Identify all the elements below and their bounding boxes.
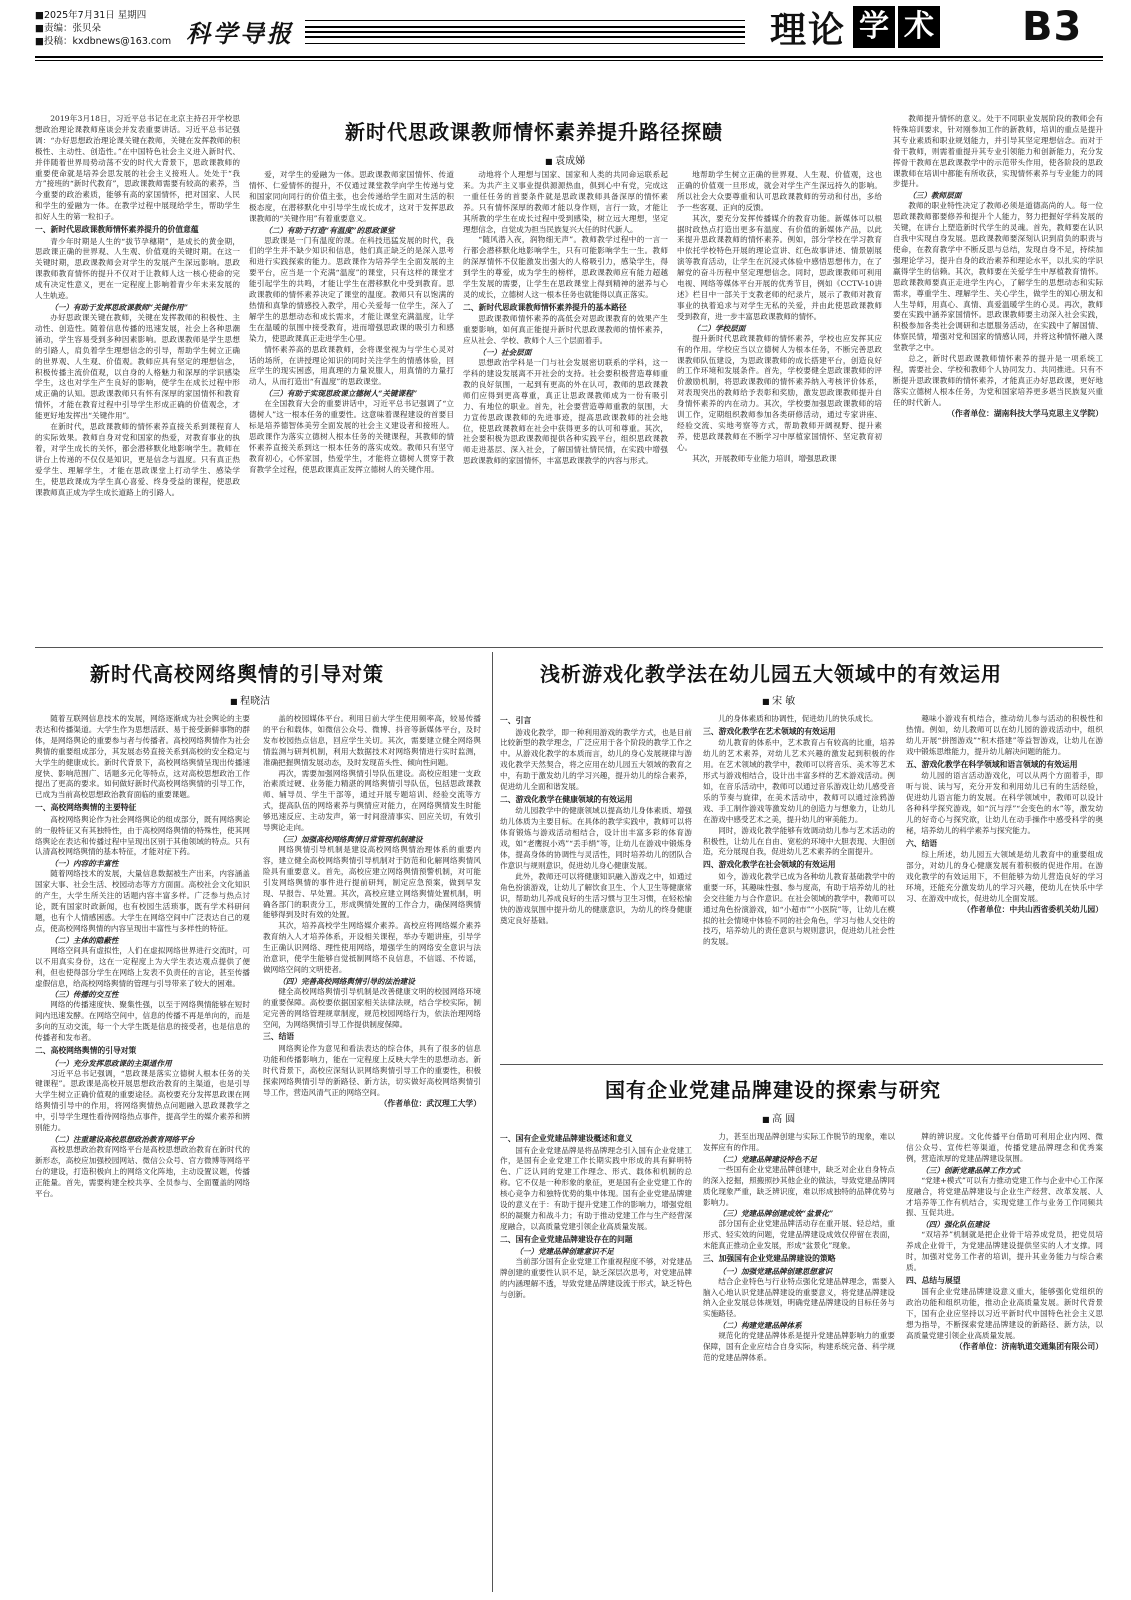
section-heading: 二、高校网络舆情的引导对策: [35, 1046, 137, 1056]
paragraph: 高校思想政治教育网络平台是高校思想政治教育在新时代的新形态，高校应加强校园网站、微信公众号、官方微博等网络平台的建设，打造积极向上的网络文化阵地，主动设置议题，传播正能量。首先，需要构建全校共享、全员参与、全面覆盖的网络平台。: [35, 1145, 250, 1198]
paragraph: “党建+模式”可以有力推动党建工作与企业中心工作深度融合，将党建品牌建设与企业生产经营、改革发展、人才培养等工作有机结合，实现党建工作与业务工作同频共振、互促共进。: [906, 1175, 1103, 1218]
header-meta: [35, 9, 171, 48]
subsection-heading: （二）党建品牌建设特色不足: [718, 1154, 817, 1164]
article-column: [677, 170, 882, 642]
subsection-heading: （一）充分发挥思政课的主渠道作用: [50, 1058, 172, 1068]
editor-line: ■责编：张贝朵: [35, 23, 101, 34]
divider: [500, 1064, 1103, 1065]
paragraph: 青少年时期是人生的“拔节孕穗期”，是成长的黄金期，思政课正确的世界观、人生观、价值观的关键时期。在这一关键时期，思政课教师会对学生的发展产生深远影响。思政课教师教育情怀的提升不仅对于让教师人这一核心使命的完成有决定性意义，更在一定程度上影响着青少年未来发展的人生轨迹。: [35, 236, 240, 301]
paragraph: 思政课教师情怀素养的高低会对思政课教育的效果产生重要影响，如何真正能提升新时代思政课教师的情怀素养，应从社会、学校、教师个人三个层面着手。: [463, 314, 668, 346]
paragraph: 国有企业党建品牌建设意义重大，能够强化党组织的政治功能和组织功能，推动企业高质量发展。新时代背景下，国有企业应坚持以习近平新时代中国特色社会主义思想为指导，不断探索党建品牌建设的新路径、新方法，以高质量党建引领企业高质量发展。: [906, 1287, 1103, 1341]
paragraph: 趣味小游戏有机结合，推动幼儿参与活动的积极性和热情。例如，幼儿教师可以在幼儿园的游戏活动中，组织幼儿开展“拼图游戏”“积木搭建”等益智游戏，让幼儿在游戏中锻炼思维能力，提升幼儿解决问题的能力。: [906, 714, 1103, 756]
page-header: [0, 0, 1131, 74]
paragraph: 地帮助学生树立正确的世界观、人生观、价值观，这也正确的价值观一旦形成，就会对学生产生深远持久的影响。所以社会大众要尊重和认可思政课教师的劳动和付出，多给予一些客观、正向的反馈。: [677, 170, 882, 212]
article-author: ■ 宋 敏: [762, 692, 795, 707]
section-heading: 三、加强国有企业党建品牌建设的策略: [703, 1254, 836, 1264]
author-unit: （作者单位：济南轨道交通集团有限公司）: [954, 1342, 1103, 1351]
article-game-teaching: [500, 652, 1103, 1062]
paragraph: 幼儿园教学中的健康领域以提高幼儿身体素质、增强幼儿体质为主要目标。在具体的教学实践中，教师可以将体育锻炼与游戏活动相结合，设计出丰富多彩的体育游戏，如“老鹰捉小鸡”“丢手绢”等，让幼儿在游戏中锻炼身体，提高身体的协调性与灵活性，同时培养幼儿的团队合作意识与规则意识，促进幼儿身心健康发展。: [500, 806, 692, 870]
section-name: [770, 4, 940, 50]
paragraph: 随着网络技术的发展，大量信息数据被生产出来，内容涵盖国家大事、社会生活、校园动态等方方面面。高校社会文化知识的产生，大学生所关注的话题内容丰富多样。广泛参与热点讨论，既有国家时政新闻，也有校园生活琐事，既有学术科研问题，也有个人情感困惑。大学生在网络空间中广泛表达自己的观点，使高校网络舆情的内容呈现出丰富性与多样性的特征。: [35, 869, 250, 933]
article-column: [35, 714, 250, 1592]
author-unit: （作者单位：湖南科技大学马克思主义学院）: [947, 408, 1103, 418]
paragraph: 国有企业党建品牌是将品牌理念引入国有企业党建工作，是国有企业党建工作长期实践中形成的具有鲜明特色、广泛认同的党建工作理念、形式、载体和机制的总称。它不仅是一种形象的象征，更是国有企业党建工作的核心竞争力和独特优势的集中体现。国有企业党建品牌建设的意义在于：有助于提升党建工作的影响力，增强党组织的凝聚力和战斗力；有助于推动党建工作与生产经营深度融合，以高质量党建引领企业高质量发展。: [500, 1145, 692, 1231]
subsection-heading: （二）有助于打造“有温度”的思政课堂: [264, 225, 395, 235]
article-author: ■ 高 圆: [762, 1110, 795, 1125]
header-rule-thin: [35, 60, 1103, 61]
subsection-heading: （三）创新党建品牌工作方式: [921, 1165, 1020, 1175]
paragraph: 力，甚至出现品牌创建与实际工作脱节的现象，难以发挥应有的作用。: [703, 1132, 895, 1152]
paragraph: 办好思政课关键在教师，关键在发挥教师的积极性、主动性、创造性。随着信息传播的迅速发展，社会上各种思潮涌动，学生容易受到多种因素影响。思政课教师是学生思想的引路人，肩负着学生理想信念的引导，帮助学生树立正确的世界观、人生观、价值观。教师应具有坚定的理想信念，积极传播主流价值观，以自身的人格魅力和深厚的学识感染学生，这也对学生产生良好的影响，使学生在成长过程中形成正确的认知。思政课教师只有怀有深厚的家国情怀和教育情怀，才能在教育过程中引导学生形成正确的价值观念，才能更好地发挥出“关键作用”。: [35, 313, 240, 421]
section-heading: 四、游戏化教学在社会领域的有效运用: [703, 860, 836, 870]
paragraph: 习近平总书记强调，“思政课是落实立德树人根本任务的关键课程”。思政课是高校开展思想政治教育的主渠道，也是引导大学生树立正确价值观的重要途径。高校要充分发挥思政课在网络舆情引导中的作用，将网络舆情热点问题融入思政课教学之中，引导学生理性看待网络热点事件，提高学生的媒介素养和辨别能力。: [35, 1068, 250, 1133]
subsection-heading: （一）党建品牌创建意识不足: [515, 1247, 614, 1257]
paragraph: 游戏化教学，即一种利用游戏的教学方式，也是目前比较新型的教学理念，广泛应用于各个阶段的教学工作之中。从游戏化教学的本质而言，幼儿的身心发展规律与游戏化教学天然契合，将之应用在幼儿园五大领域的教育之中，有助于激发幼儿的学习兴趣，提升幼儿的综合素养，促进幼儿全面和谐发展。: [500, 727, 692, 792]
subsection-heading: （一）有助于发挥思政课教师“关键作用”: [50, 303, 189, 312]
author-unit: （作者单位：武汉理工大学）: [379, 1098, 481, 1108]
subsection-heading: （三）教师层面: [908, 191, 962, 201]
section-heading: 二、新时代思政课教师情怀素养提升的基本路径: [463, 302, 627, 312]
paragraph: 结合企业特色与行业特点强化党建品牌理念，需要入脑入心地认识党建品牌建设的重要意义，将党建品牌建设纳入企业发展总体规划，明确党建品牌建设的目标任务与实施路径。: [703, 1276, 895, 1319]
section-heading: 一、引言: [500, 716, 532, 725]
subsection-heading: （三）传播的交互性: [50, 990, 119, 1000]
article-title: 浅析游戏化教学法在幼儿园五大领域中的有效运用: [540, 662, 1002, 686]
paragraph: 此外，教师还可以将健康知识融入游戏之中，如通过角色扮演游戏，让幼儿了解饮食卫生、个人卫生等健康常识，帮助幼儿养成良好的生活习惯与卫生习惯，在轻松愉快的游戏氛围中提升幼儿的健康意识，为幼儿的终身健康奠定良好基础。: [500, 871, 692, 925]
article-column: [703, 1132, 895, 1590]
article-column: [249, 170, 454, 642]
paragraph: 教师的职业特性决定了教师必须是道德高尚的人。每一位思政课教师都要修养和提升个人能力，努力把握好学科发展的关键，在讲台上塑造新时代学生的灵魂。首先，教师要在认识自我中实现自身发展。思政课教师要深刻认识到肩负的职责与使命，在教育教学中不断反思与总结，发现自身不足，持续加强理论学习，提升自身的政治素养和理论水平，以扎实的学识赢得学生的信赖。其次，教师要在关爱学生中厚植教育情怀。思政课教师要真正走进学生内心，了解学生的思想动态和实际需求，尊重学生、理解学生、关心学生，做学生的知心朋友和人生导师，用真心、真情、真爱温暖学生的心灵。再次，教师要在实践中涵养家国情怀。思政课教师要主动深入社会实践，积极参加各类社会调研和志愿服务活动，在实践中了解国情、体察民情，增强对党和国家的情感认同，并将这种情怀融入课堂教学之中。: [893, 201, 1103, 353]
paragraph: 其次，开展教师专业能力培训，增强思政课: [692, 453, 837, 463]
article-author: ■ 程晓洁: [230, 692, 270, 707]
submission-email: ■投稿：kxdbnews@163.com: [35, 36, 172, 47]
header-decor-band: [305, 20, 745, 44]
paragraph: 综上所述，幼儿园五大领域是幼儿教育中的重要组成部分，对幼儿的身心健康发展有着积极的促进作用。在游戏化教学的有效运用下，不但能够为幼儿营造良好的学习环境，还能充分激发幼儿的学习兴趣，使幼儿在快乐中学习、在游戏中成长，促进幼儿全面发展。: [906, 850, 1103, 903]
paragraph: 网络舆情引导机制是建设高校网络舆情治理体系的重要内容，建立健全高校网络舆情引导机制对于防范和化解网络舆情风险具有重要意义。首先，高校应建立网络舆情预警机制，对可能引发网络舆情的事件进行提前研判，制定应急预案，做到早发现、早报告、早处置。其次，高校应建立网络舆情处置机制，明确各部门的职责分工，形成舆情处置的工作合力，确保网络舆情能够得到及时有效的处置。: [263, 844, 481, 920]
page-number: B3: [1022, 4, 1083, 50]
article-column: [893, 114, 1103, 642]
issue-date: ■2025年7月31日 星期四: [35, 10, 147, 21]
section-heading: 三、结语: [263, 1032, 295, 1042]
paragraph: 幼儿园的语言活动游戏化，可以从两个方面着手，即听与说、读与写，充分开发和利用幼儿已有的生活经验，促进幼儿语言能力的发展。在科学领域中，教师可以设计各种科学探究游戏，如“沉与浮”“会变色的水”等，激发幼儿的好奇心与探究欲，让幼儿在动手操作中感受科学的奥秘，培养幼儿的科学素养与探究能力。: [906, 771, 1103, 835]
paragraph: 动地将个人理想与国家、国家和人类的共同命运联系起来。为共产主义事业提供源源热血，俱到心中有党，完成这一重任任务的首要条件就是思政课教师具备深厚的情怀素养。只有情怀深厚的教师才能以身作则，言行一致，才能让其所教的学生在成长过程中受到感染，树立远大理想，坚定理想信念，自觉成为担当民族复兴大任的时代新人。: [463, 170, 668, 234]
paragraph: 情怀素养高的思政课教师，会将课堂视为与学生心灵对话的场所，在讲授理论知识的同时关注学生的情感体验，回应学生的现实困惑，用真理的力量说服人，用真情的力量打动人，从而打造出“有温度”的思政课堂。: [249, 344, 454, 387]
article-campus-opinion: [35, 652, 485, 1592]
article-title: 新时代思政课教师情怀素养提升路径探赜: [345, 120, 723, 144]
paragraph: 教师提升情怀的意义。处于不同职业发展阶段的教师会有特殊培训要求，针对刚参加工作的新教师，培训的重点是提升其专业素质和职业规划能力，并引导其坚定理想信念。而对于骨干教师，则需着重提升其专业引领能力和创新能力，充分发挥骨干教师在思政课教学中的示范带头作用，使各阶段的思政课教师在培训中都能有所收获，实现情怀素养与专业能力的同步提升。: [893, 114, 1103, 189]
paragraph: 当前部分国有企业党建工作重视程度不够，对党建品牌创建的重要性认识不足，缺乏深层次思考，对党建品牌的内涵理解不透，导致党建品牌建设流于形式，缺乏特色与创新。: [500, 1257, 692, 1299]
article-column: [906, 714, 1103, 1059]
paragraph: 网络空间具有虚拟性，人们在虚拟网络世界进行交流时，可以不用真实身份，这在一定程度上为大学生表达观点提供了便利，但也使得部分学生在网络上发表不负责任的言论，甚至传播虚假信息，给高校网络舆情的管理与引导带来了较大的困难。: [35, 945, 250, 988]
paragraph: 爱，对学生的爱融为一体。思政课教师家国情怀、传道情怀、仁爱情怀的提升，不仅通过课堂教学向学生传递与党和国家同向同行的价值主张，也会传递给学生面对生活的积极态度，在潜移默化中引导学生成长成才，这对于发挥思政课教师的“关键作用”有着重要意义。: [249, 170, 454, 223]
paragraph: 儿的身体素质和协调性，促进幼儿的快乐成长。: [718, 714, 878, 723]
subsection-heading: （三）有助于实现思政课立德树人“关键课程”: [264, 389, 418, 399]
section-name-part2: 学: [853, 6, 895, 48]
subsection-heading: （二）学校层面: [692, 323, 746, 333]
paragraph: 2019年3月18日，习近平总书记在北京主持召开学校思想政治理论课教师座谈会并发表重要讲话。习近平总书记强调：“办好思想政治理论课关键在教师，关键在发挥教师的积极性、主动性、创造性。”在中国特色社会主义进入新时代、并伴随着世界局势动荡不安的时代大背景下，思政课教师的重要使命就是培养会思发展的社会主义接班人。处处于“我方”接班的“新时代教育”，思政课教师需要有较高的素养，当今重要的政治素质，能够有高的家国情怀，把对国家、人民和学生的爱融为一体。在教学过程中展现给学生，帮助学生扣好人生的第一粒扣子。: [35, 114, 240, 222]
section-heading: 三、游戏化教学在艺术领域的有效运用: [703, 726, 836, 736]
section-name-part1: 理论: [770, 9, 847, 51]
article-column: [463, 170, 668, 642]
article-column: [500, 714, 692, 1059]
subsection-heading: （三）加强高校网络舆情日常管理机制建设: [278, 834, 423, 844]
article-column: [703, 714, 895, 1059]
paragraph: 思政课是一门有温度的课。在科技迅猛发展的时代，我们的学生并不缺少知识和信息，他们真正缺乏的是深入思考和进行实践探索的能力。思政课作为培养学生全面发展的主要平台，应当是一个充满“温度”的课堂，只有这样的课堂才能引起学生的共鸣，才能让学生在潜移默化中受到教育。思政课教师的情怀素养决定了课堂的温度。教师只有以饱满的热情和真挚的情感投入教学，用心关爱每一位学生，深入了解学生的思想动态和成长需求，才能让课堂充满温度，让学生在温暖的氛围中接受教育，进而增强思政课的吸引力和感染力，使思政课真正走进学生心里。: [249, 235, 454, 343]
paragraph: 再次，需要加强网络舆情引导队伍建设。高校应组建一支政治素质过硬、业务能力精湛的网络舆情引导队伍，包括思政课教师、辅导员、学生干部等，通过开展专题培训、经验交流等方式，提高队伍的网络素养与舆情应对能力，在网络舆情发生时能够迅速反应、主动发声，第一时间澄清事实、回应关切，有效引导舆论走向。: [263, 768, 481, 833]
article-author: ■ 袁成娣: [545, 152, 585, 167]
paragraph: 高校网络舆论作为社会网络舆论的组成部分，既有网络舆论的一般特征又有其独特性，由于高校网络舆情的特殊性，使其网络舆论在表达和传播过程中呈现出区别于其他领域的特点。只有认清高校网络舆情的基本特征，才能对症下药。: [35, 814, 250, 857]
paragraph: 一些国有企业党建品牌创建中，缺乏对企业自身特点的深入挖掘，照搬照抄其他企业的做法，导致党建品牌同质化现象严重，缺乏辨识度，难以形成独特的品牌优势与影响力。: [703, 1164, 895, 1207]
article-column: [263, 714, 481, 1592]
article-column: [35, 114, 240, 642]
paragraph: 部分国有企业党建品牌活动存在重开展、轻总结，重形式、轻实效的问题，党建品牌建设成效仅停留在表面，未能真正推动企业发展，形成“盆景化”现象。: [703, 1219, 895, 1251]
article-party-brand: [500, 1068, 1103, 1592]
paragraph: 其次，要充分发挥传播媒介的教育功能。新媒体可以根据时政热点打造出更多有温度、有价值的新媒体产品，以此来提升思政课教师的情怀素养。例如，部分学校在学习教育中依托学校特色开展的理论宣讲、红色故事讲述、情景剧展演等教育活动，让学生在沉浸式体验中感悟思想伟力，在了解党的奋斗历程中坚定理想信念。同时，思政课教师可利用电视、网络等媒体平台开展的优秀节目，例如《CCTV-10讲述》栏目中一部关于支教老师的纪录片，展示了教师对教育事业的执着追求与对学生无私的关爱，并由此使思政课教师受到教育，进一步丰富思政课教师的情怀。: [677, 213, 882, 321]
author-unit: （作者单位：中共山西省委机关幼儿园）: [962, 904, 1103, 914]
paragraph: “随风潜入夜，润物细无声”。教师教学过程中的一言一行都会潜移默化地影响学生，只有可能影响学生一生。教师的深厚情怀不仅能激发出强大的人格吸引力，感染学生，得到学生的尊爱，成为学生的榜样，思政课教师应有能力超越学生发展的需要，让学生在思政课堂上得到精神的滋养与心灵的成长，立德树人这一根本任务也就能得以真正落实。: [463, 235, 668, 299]
paragraph: “双培养”机制就是把企业骨干培养成党员，把党员培养成企业骨干，为党建品牌建设提供坚实的人才支撑。同时，加强对党务工作者的培训，提升其业务能力与综合素质。: [906, 1230, 1103, 1273]
subsection-heading: （一）社会层面: [478, 348, 532, 358]
section-heading: 六、结语: [906, 838, 938, 848]
paragraph: 如今，游戏化教学已成为各种幼儿教育基础教学中的重要一环，其趣味性强、参与度高，有助于培养幼儿的社会交往能力与合作意识。在社会领域的教学中，教师可以通过角色扮演游戏，如“小超市”“小医院”等，让幼儿在模拟的社会情境中体验不同的社会角色，学习与他人交往的技巧，培养幼儿的责任意识与规则意识，促进幼儿社会性的发展。: [703, 871, 895, 947]
section-name-part3: 术: [898, 6, 940, 48]
article-title: 国有企业党建品牌建设的探索与研究: [605, 1078, 941, 1102]
paragraph: 在新时代，思政课教师的情怀素养直接关系到课程育人的实际效果。教师自身对党和国家的热爱，对教育事业的执着，对学生成长的关怀，都会潜移默化地影响学生。教师在讲台上传递的不仅仅是知识，更是信念与温度。只有真正热爱学生、理解学生，才能在思政课堂上打动学生、感染学生，使思政课成为学生真心喜爱、终身受益的课程，使思政课教师真正成为学生成长道路上的引路人。: [35, 422, 240, 497]
subsection-heading: （四）强化队伍建设: [921, 1220, 990, 1230]
paragraph: 思想政治学科是一门与社会发展密切联系的学科，这一学科的建设发展离不开社会的支持。社会要积极营造尊师重教的良好氛围，一起到有更高的外在认可，教师的思政课教师们应得到更高尊重，真正让思政课教师成为一份有吸引力、有地位的职业。首先，社会要营造尊师重教的氛围，大力宣传思政课教师的先进事迹，提高思政课教师的社会地位，使思政课教师在社会中获得更多的认可和尊重。其次，社会要积极为思政课教师提供各种实践平台，组织思政课教师走进基层、深入社会，了解国情社情民情，在实践中增强思政课教师的家国情怀，丰富思政课教学的内容与形式。: [463, 358, 668, 466]
subsection-heading: （二）构建党建品牌体系: [718, 1321, 802, 1331]
paragraph: 其次，培养高校学生网络媒介素养。高校应将网络媒介素养教育纳入人才培养体系，开设相关课程，举办专题讲座，引导学生正确认识网络、理性使用网络，增强学生的网络安全意识与法治意识，使学生能够自觉抵制网络不良信息，不信谣、不传谣，做网络空间的文明使者。: [263, 921, 481, 974]
paragraph: 随着互联网信息技术的发展，网络逐渐成为社会舆论的主要表达和传播渠道。大学生作为思想活跃、易于接受新鲜事物的群体，是网络舆论的重要参与者与传播者。高校网络舆情作为社会舆情的重要组成部分，其发展态势直接关系到高校的安全稳定与大学生的健康成长。新时代背景下，高校网络舆情呈现出传播速度快、影响范围广、话题多元化等特点，这对高校思想政治工作提出了更高的要求。如何做好新时代高校网络舆情的引导工作，已成为当前高校思想政治教育面临的重要课题。: [35, 714, 250, 800]
section-heading: 一、新时代思政课教师情怀素养提升的价值意蕴: [35, 225, 199, 235]
paragraph: 在全国教育大会的重要讲话中，习近平总书记强调了“立德树人”这一根本任务的重要性。这意味着课程建设的首要目标是培养德智体美劳全面发展的社会主义建设者和接班人。思政课作为落实立德树人根本任务的关键课程，其教师的情怀素养直接关系到这一根本任务的落实成效。教师只有坚守教育初心，心怀家国，热爱学生，才能将立德树人贯穿于教育教学全过程，使思政课真正发挥立德树人的关键作用。: [249, 399, 454, 474]
article-column: [906, 1132, 1103, 1590]
paragraph: 同时，游戏化教学能够有效调动幼儿参与艺术活动的积极性，让幼儿在自由、宽松的环境中大胆表现、大胆创造，充分展现自我，促进幼儿艺术素养的全面提升。: [703, 825, 895, 857]
subsection-heading: （三）党建品牌创建成效“盆景化”: [718, 1209, 834, 1219]
article-teacher-sentiment: [35, 74, 1103, 644]
article-title: 新时代高校网络舆情的引导对策: [90, 662, 384, 686]
divider: [492, 652, 493, 1592]
article-column: [500, 1132, 692, 1590]
paragraph: 盖的校园媒体平台。利用日前大学生使用频率高，较易传播的平台和载体，如微信公众号、微博、抖音等新媒体平台，及时发布校园热点信息，回应学生关切。其次，需要建立健全网络舆情监测与研判机制，利用大数据技术对网络舆情进行实时监测，准确把握舆情发展动态，及时发现苗头性、倾向性问题。: [263, 714, 481, 767]
paragraph: 牌的辨识度。文化传播平台借助可利用企业内网、微信公众号、宣传栏等渠道，传播党建品牌理念和优秀案例，营造浓厚的党建品牌建设氛围。: [906, 1132, 1103, 1163]
section-heading: 一、国有企业党建品牌建设概述和意义: [500, 1134, 633, 1143]
subsection-heading: （二）主体的隐蔽性: [50, 935, 119, 945]
section-heading: 五、游戏化教学在科学领域和语言领域的有效运用: [906, 759, 1078, 769]
newspaper-logo: 科学导报: [186, 19, 294, 48]
header-rule: [35, 56, 1103, 58]
paragraph: 健全高校网络舆情引导机制是改善健康文明的校园网络环境的重要保障。高校要依据国家相关法律法规，结合学校实际，制定完善的网络管理规章制度，规范校园网络行为，依法治理网络空间，为网络舆情引导工作提供制度保障。: [263, 986, 481, 1029]
divider: [35, 647, 1103, 648]
paragraph: 规范化的党建品牌体系是提升党建品牌影响力的重要保障，国有企业应结合自身实际，构建系统完备、科学规范的党建品牌体系。: [703, 1331, 895, 1363]
subsection-heading: （一）内容的丰富性: [50, 859, 119, 869]
subsection-heading: （二）注重建设高校思想政治教育网络平台: [50, 1135, 195, 1144]
paragraph: 幼儿教育的体系中，艺术教育占有较高的比重，培养幼儿的艺术素养，对幼儿艺术兴趣的激发起到积极的作用。在艺术领域的教学中，教师可以将音乐、美术等艺术形式与游戏相结合，设计出丰富多样的艺术游戏活动。例如，在音乐活动中，教师可以通过音乐游戏让幼儿感受音乐的节奏与旋律，在美术活动中，教师可以通过涂鸦游戏、手工制作游戏等激发幼儿的创造力与想象力，让幼儿在游戏中感受艺术之美，提升幼儿的审美能力。: [703, 738, 895, 824]
section-heading: 二、游戏化教学在健康领域的有效运用: [500, 794, 633, 804]
subsection-heading: （四）完善高校网络舆情引导的法治建设: [278, 976, 415, 986]
paragraph: 提升新时代思政课教师的情怀素养，学校也应发挥其应有的作用。学校应当以立德树人为根本任务，不断完善思政课教师队伍建设，为思政课教师的成长搭建平台，创造良好的工作环境和发展条件。首先，学校要健全思政课教师的评价激励机制，将思政课教师的情怀素养纳入考核评价体系，对表现突出的教师给予表彰和奖励，激发思政课教师提升自身情怀素养的内在动力。其次，学校要加强思政课教师的培训工作，定期组织教师参加各类研修活动，通过专家讲座、经验交流、实地考察等方式，帮助教师开阔视野、提升素养，使思政课教师在不断学习中厚植家国情怀、坚定教育初心。: [677, 333, 882, 452]
paragraph: 网络的传播速度快、聚集性强，以至于网络舆情能够在短时间内迅速发酵。在网络空间中，信息的传播不再是单向的，而是多向的互动交流，每一个大学生既是信息的接受者，也是信息的传播者和发布者。: [35, 1000, 250, 1043]
section-heading: 一、高校网络舆情的主要特征: [35, 803, 137, 813]
paragraph: 总之，新时代思政课教师情怀素养的提升是一项系统工程，需要社会、学校和教师个人协同发力、共同推进。只有不断提升思政课教师的情怀素养，才能真正办好思政课，更好地落实立德树人根本任务，为党和国家培养更多堪当民族复兴重任的时代新人。: [893, 354, 1103, 407]
subsection-heading: （一）加强党建品牌创建思想意识: [718, 1266, 833, 1276]
section-heading: 二、国有企业党建品牌建设存在的问题: [500, 1234, 633, 1244]
paragraph: 网络舆论作为意见和看法表达的综合体，具有了很多的信息功能和传播影响力，能在一定程度上反映大学生的思想动态。新时代背景下，高校应深刻认识网络舆情引导工作的重要性，积极探索网络舆情引导的新路径、新方法，切实做好高校网络舆情引导工作，营造风清气正的网络空间。: [263, 1043, 481, 1097]
section-heading: 四、总结与展望: [906, 1275, 961, 1285]
